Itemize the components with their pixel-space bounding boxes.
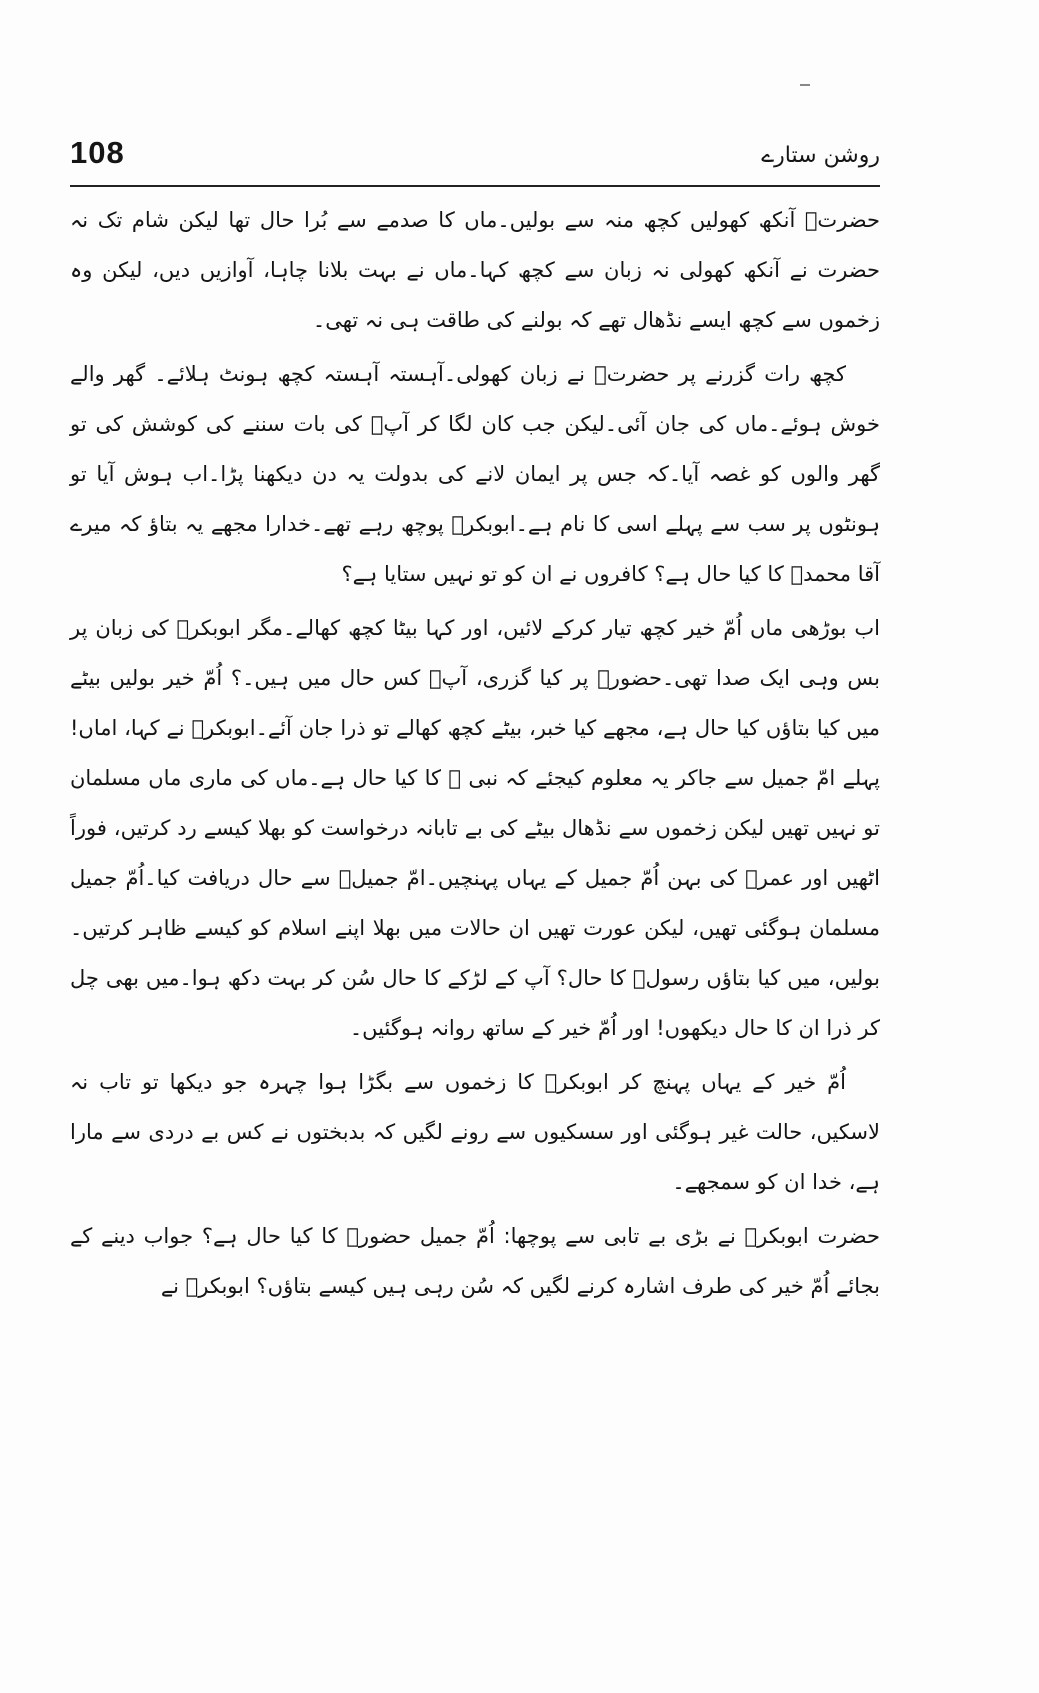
paragraph-5: حضرت ابوبکرؓ نے بڑی بے تابی سے پوچھا: اُمّ جمیل حضورؐ کا کیا حال ہے؟ جواب دینے کے بجائے اُمّ خیر کی طرف اشارہ کرنے لگیں کہ سُن رہی ہیں کیسے بتاؤں؟ ابوبکرؓ نے [70,1224,880,1298]
running-title: روشن ستارے [761,143,880,168]
paragraph-2: کچھ رات گزرنے پر حضرتؓ نے زبان کھولی۔آہستہ آہستہ کچھ ہونٹ ہلائے۔ گھر والے خوش ہوئے۔ماں کی جان آئی۔لیکن جب کان لگا کر آپؓ کی بات سننے کی کوشش کی تو گھر والوں کو غصہ آیا۔کہ جس پر ایمان لانے کی بدولت یہ دن دیکھنا پڑا۔اب ہوش آیا تو ہونٹوں پر سب سے پہلے اسی کا نام ہے۔ابوبکرؓ پوچھ رہے تھے۔خدارا مجھے یہ بتاؤ کہ میرے آقا محمدؐ کا کیا حال ہے؟ کافروں نے ان کو تو نہیں ستایا ہے؟ [70,362,880,586]
paragraph-4: اُمّ خیر کے یہاں پہنچ کر ابوبکرؓ کا زخموں سے بگڑا ہوا چہرہ جو دیکھا تو تاب نہ لاسکیں، حالت غیر ہوگئی اور سسکیوں سے رونے لگیں کہ بدبختوں نے کس بے دردی سے مارا ہے، خدا ان کو سمجھے۔ [70,1070,880,1194]
page-number: 108 [70,135,125,170]
paragraph-3: اب بوڑھی ماں اُمّ خیر کچھ تیار کرکے لائیں، اور کہا بیٹا کچھ کھالے۔مگر ابوبکرؓ کی زبان پر بس وہی ایک صدا تھی۔حضورؐ پر کیا گزری، آپؐ کس حال میں ہیں۔؟ اُمّ خیر بولیں بیٹے میں کیا بتاؤں کیا حال ہے، مجھے کیا خبر، بیٹے کچھ کھالے تو ذرا جان آئے۔ابوبکرؓ نے کہا، اماں! پہلے امّ جمیل سے جاکر یہ معلوم کیجئے کہ نبی ﷺ کا کیا حال ہے۔ماں کی ماری ماں مسلمان تو نہیں تھیں لیکن زخموں سے نڈھال بیٹے کی بے تابانہ درخواست کو بھلا کیسے رد کرتیں، فوراً اٹھیں اور عمرؓ کی بہن اُمّ جمیل کے یہاں پہنچیں۔امّ جمیلؓ سے حال دریافت کیا۔اُمّ جمیل مسلمان ہوگئی تھیں، لیکن عورت تھیں ان حالات میں بھلا اپنے اسلام کو کیسے ظاہر کرتیں۔بولیں، میں کیا بتاؤں رسولؐ کا حال؟ آپ کے لڑکے کا حال سُن کر بہت دکھ ہوا۔میں بھی چل کر ذرا ان کا حال دیکھوں! اور اُمّ خیر کے ساتھ روانہ ہوگئیں۔ [70,616,880,1040]
body-text [70,195,880,1311]
print-speck [800,84,810,86]
paragraph-1: حضرتؓ آنکھ کھولیں کچھ منہ سے بولیں۔ماں کا صدمے سے بُرا حال تھا لیکن شام تک نہ حضرت نے آنکھ کھولی نہ زبان سے کچھ کہا۔ماں نے بہت بلانا چاہا، آوازیں دیں، لیکن وہ زخموں سے کچھ ایسے نڈھال تھے کہ بولنے کی طاقت ہی نہ تھی۔ [70,208,880,332]
header-rule [70,185,880,187]
